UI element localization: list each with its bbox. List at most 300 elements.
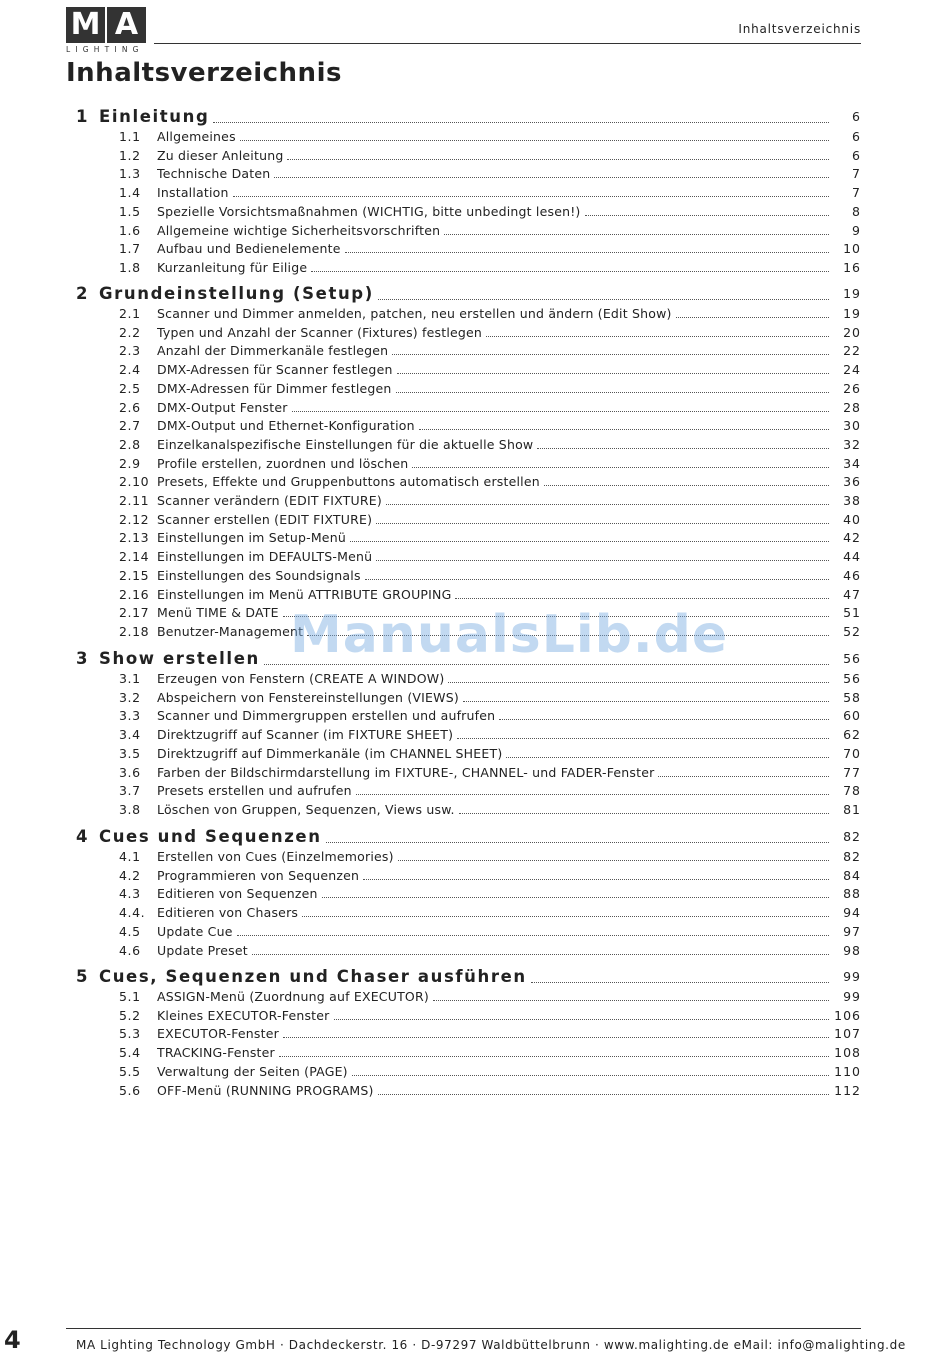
toc-title: Direktzugriff auf Dimmerkanäle (im CHANNEL SHEET) (157, 745, 503, 761)
toc-leader-dots (252, 941, 829, 955)
toc-number: 2.11 (119, 493, 150, 508)
toc-leader-dots (326, 826, 829, 843)
toc-page: 98 (843, 942, 861, 958)
toc-title: Typen und Anzahl der Scanner (Fixtures) festlegen (157, 324, 483, 340)
toc-leader-dots (499, 706, 829, 720)
toc-page: 97 (843, 923, 861, 939)
toc-leader-dots (386, 491, 829, 505)
toc-title: EXECUTOR-Fenster (157, 1026, 279, 1042)
toc-leader-dots (240, 127, 829, 141)
toc-title: Allgemeines (157, 129, 236, 144)
toc-entry[interactable] (0, 706, 950, 725)
toc-leader-dots (455, 585, 829, 599)
toc-title: Kleines EXECUTOR-Fenster (157, 1007, 330, 1023)
toc-page: 26 (843, 380, 861, 396)
toc-page: 107 (834, 1026, 861, 1042)
toc-number: 3.1 (119, 671, 141, 686)
toc-number: 4.2 (119, 867, 141, 883)
toc-title-wrap (157, 1081, 829, 1100)
toc-title-wrap (157, 1006, 829, 1025)
toc-title-wrap (157, 416, 829, 435)
toc-title-wrap (99, 966, 829, 988)
toc-title-wrap (157, 688, 829, 707)
toc-entry[interactable] (0, 510, 950, 529)
toc-leader-dots (448, 669, 829, 683)
toc-title-wrap (157, 510, 829, 529)
toc-title-wrap (157, 987, 829, 1006)
toc-entry[interactable] (0, 866, 950, 885)
toc-leader-dots (398, 847, 829, 861)
toc-entry[interactable] (0, 435, 950, 454)
toc-entry[interactable] (0, 323, 950, 342)
toc-title-wrap (157, 435, 829, 454)
toc-entry[interactable] (0, 472, 950, 491)
toc-title-wrap (157, 1024, 829, 1043)
toc-number: 3.7 (119, 783, 141, 799)
toc-page: 19 (843, 306, 861, 321)
toc-title: Löschen von Gruppen, Sequenzen, Views usw. (157, 801, 455, 817)
toc-leader-dots (334, 1006, 830, 1020)
toc-entry[interactable] (0, 566, 950, 585)
logo-subtitle: LIGHTING (66, 45, 144, 54)
toc-title-wrap (157, 528, 829, 547)
toc-number: 4.3 (119, 886, 141, 902)
toc-page: 62 (843, 727, 861, 743)
toc-number: 4.1 (119, 849, 141, 864)
toc-number: 1.4 (119, 185, 141, 201)
toc-entry[interactable] (0, 763, 950, 782)
toc-title-wrap (157, 585, 829, 604)
toc-leader-dots (585, 202, 830, 216)
toc-title: Profile erstellen, zuordnen und löschen (157, 455, 409, 471)
toc-entry[interactable] (0, 1006, 950, 1025)
toc-number: 5.4 (119, 1045, 141, 1061)
toc-title-wrap (157, 1043, 829, 1062)
toc-number: 1 (76, 107, 88, 126)
toc-entry[interactable] (0, 258, 950, 277)
toc-number: 4 (76, 827, 88, 846)
toc-entry[interactable] (0, 903, 950, 922)
toc-page: 51 (843, 605, 861, 621)
toc-title-wrap (157, 566, 829, 585)
toc-number: 5.6 (119, 1082, 141, 1098)
toc-title: Update Cue (157, 923, 233, 939)
toc-title: Presets, Effekte und Gruppenbuttons automatisch erstellen (157, 474, 540, 490)
toc-number: 2.13 (119, 530, 150, 546)
toc-title-wrap (157, 164, 829, 183)
toc-page: 56 (843, 671, 861, 686)
running-header: Inhaltsverzeichnis (738, 22, 861, 36)
footer-text: MA Lighting Technology GmbH · Dachdeckerstr. 16 · D-97297 Waldbüttelbrunn · www.malighting.de eMail: info@malighting.de (76, 1338, 906, 1352)
toc-entry[interactable] (0, 202, 950, 221)
toc-leader-dots (363, 866, 829, 880)
toc-number: 1.3 (119, 166, 141, 182)
toc-page: 82 (843, 829, 861, 844)
toc-title: Einstellungen im Setup-Menü (157, 530, 346, 546)
toc-page: 38 (843, 493, 861, 508)
toc-leader-dots (237, 922, 829, 936)
toc-entry[interactable] (0, 304, 950, 323)
page-title: Inhaltsverzeichnis (66, 58, 342, 88)
toc-leader-dots (356, 781, 829, 795)
toc-page: 88 (843, 886, 861, 902)
toc-leader-dots (531, 966, 829, 983)
toc-entry[interactable] (0, 781, 950, 800)
toc-title: Cues und Sequenzen (99, 827, 322, 846)
toc-number: 2.5 (119, 380, 141, 396)
toc-page: 106 (834, 1007, 861, 1023)
toc-chapter-4[interactable] (0, 826, 950, 848)
toc-title: Einzelkanalspezifische Einstellungen für die aktuelle Show (157, 436, 534, 452)
toc-title-wrap (157, 183, 829, 202)
toc-page: 28 (843, 399, 861, 415)
toc-entry[interactable] (0, 491, 950, 510)
toc-title: Cues, Sequenzen und Chaser ausführen (99, 967, 527, 986)
toc-entry[interactable] (0, 127, 950, 146)
toc-leader-dots (397, 360, 829, 374)
toc-page: 94 (843, 905, 861, 921)
toc-leader-dots (457, 725, 829, 739)
toc-title-wrap (157, 547, 829, 566)
toc-title-wrap (157, 884, 829, 903)
toc-number: 2.4 (119, 362, 141, 378)
toc-title: Scanner verändern (EDIT FIXTURE) (157, 493, 382, 508)
toc-page: 110 (834, 1063, 861, 1079)
toc-number: 5.2 (119, 1007, 141, 1023)
toc-page: 6 (852, 109, 861, 124)
toc-title: Technische Daten (157, 166, 271, 182)
toc-title: DMX-Adressen für Dimmer festlegen (157, 380, 392, 396)
toc-title: Verwaltung der Seiten (PAGE) (157, 1063, 348, 1079)
toc-leader-dots (376, 510, 829, 524)
toc-title: Zu dieser Anleitung (157, 147, 284, 163)
toc-page: 8 (852, 203, 861, 219)
toc-number: 2.18 (119, 623, 150, 639)
toc-number: 3.8 (119, 801, 141, 817)
toc-number: 3.5 (119, 745, 141, 761)
toc-page: 84 (843, 867, 861, 883)
toc-leader-dots (459, 800, 829, 814)
toc-title-wrap (99, 826, 829, 848)
toc-title-wrap (157, 781, 829, 800)
toc-page: 32 (843, 436, 861, 452)
toc-leader-dots (322, 884, 829, 898)
toc-leader-dots (544, 472, 829, 486)
toc-page: 16 (843, 259, 861, 275)
logo-letter-m: M (66, 7, 105, 43)
ma-lighting-logo (66, 7, 148, 55)
toc-title-wrap (157, 847, 829, 866)
toc-title-wrap (157, 706, 829, 725)
toc-title: DMX-Output und Ethernet-Konfiguration (157, 418, 415, 434)
toc-number: 2.17 (119, 605, 150, 621)
toc-number: 2.15 (119, 567, 150, 583)
toc-entry[interactable] (0, 1062, 950, 1081)
toc-title: Einleitung (99, 107, 210, 126)
toc-title-wrap (157, 239, 829, 258)
toc-title: Abspeichern von Fenstereinstellungen (VIEWS) (157, 689, 459, 705)
toc-page: 20 (843, 324, 861, 340)
toc-title-wrap (157, 221, 829, 240)
toc-title-wrap (157, 491, 829, 510)
toc-title: Programmieren von Sequenzen (157, 867, 360, 883)
toc-entry[interactable] (0, 528, 950, 547)
toc-title: Update Preset (157, 942, 248, 958)
toc-title: TRACKING-Fenster (157, 1045, 275, 1061)
toc-number: 2.16 (119, 586, 150, 602)
toc-leader-dots (287, 146, 829, 160)
toc-page: 46 (843, 567, 861, 583)
toc-entry[interactable] (0, 379, 950, 398)
toc-number: 3.4 (119, 727, 141, 743)
toc-title: Einstellungen des Soundsignals (157, 567, 361, 583)
toc-page: 99 (843, 989, 861, 1004)
toc-entry[interactable] (0, 360, 950, 379)
toc-leader-dots (433, 987, 829, 1001)
toc-number: 2.2 (119, 324, 141, 340)
toc-page: 44 (843, 549, 861, 565)
toc-title-wrap (157, 258, 829, 277)
watermark: ManualsLib.de (290, 605, 729, 665)
toc-page: 82 (843, 849, 861, 864)
toc-title: Scanner und Dimmer anmelden, patchen, neu erstellen und ändern (Edit Show) (157, 306, 672, 321)
toc-number: 1.2 (119, 147, 141, 163)
toc-number: 1.1 (119, 129, 141, 144)
toc-title: Direktzugriff auf Scanner (im FIXTURE SHEET) (157, 727, 454, 743)
toc-leader-dots (376, 547, 829, 561)
toc-entry[interactable] (0, 398, 950, 417)
toc-page: 77 (843, 764, 861, 780)
toc-entry[interactable] (0, 341, 950, 360)
toc-number: 2.10 (119, 474, 150, 490)
toc-title-wrap (157, 1062, 829, 1081)
toc-leader-dots (352, 1062, 829, 1076)
toc-number: 4.6 (119, 942, 141, 958)
toc-entry[interactable] (0, 1024, 950, 1043)
toc-page: 24 (843, 362, 861, 378)
footer-divider (66, 1328, 861, 1329)
toc-page: 70 (843, 745, 861, 761)
toc-title-wrap (157, 146, 829, 165)
toc-leader-dots (365, 566, 829, 580)
toc-number: 4.5 (119, 923, 141, 939)
toc-number: 1.7 (119, 241, 141, 257)
toc-page: 36 (843, 474, 861, 490)
toc-entry[interactable] (0, 688, 950, 707)
toc-number: 3 (76, 649, 88, 668)
toc-title: Editieren von Chasers (157, 905, 299, 921)
toc-entry[interactable] (0, 183, 950, 202)
toc-leader-dots (292, 398, 829, 412)
toc-title: Erstellen von Cues (Einzelmemories) (157, 849, 394, 864)
toc-title: Aufbau und Bedienelemente (157, 241, 341, 257)
toc-chapter-2[interactable] (0, 283, 950, 305)
toc-page: 112 (834, 1082, 861, 1098)
toc-title-wrap (99, 106, 829, 128)
toc-entry[interactable] (0, 1081, 950, 1100)
toc-number: 5 (76, 967, 88, 986)
toc-page: 81 (843, 801, 861, 817)
toc-entry[interactable] (0, 454, 950, 473)
toc-title-wrap (157, 472, 829, 491)
toc-page: 6 (852, 129, 861, 144)
toc-number: 2 (76, 284, 88, 303)
toc-leader-dots (302, 903, 829, 917)
toc-page: 40 (843, 511, 861, 527)
toc-entry[interactable] (0, 884, 950, 903)
toc-title: Erzeugen von Fenstern (CREATE A WINDOW) (157, 671, 445, 686)
toc-page: 10 (843, 241, 861, 257)
toc-leader-dots (537, 435, 829, 449)
toc-number: 2.14 (119, 549, 150, 565)
toc-leader-dots (345, 239, 829, 253)
toc-leader-dots (412, 454, 829, 468)
toc-entry[interactable] (0, 239, 950, 258)
toc-title: OFF-Menü (RUNNING PROGRAMS) (157, 1082, 374, 1098)
toc-title: Scanner und Dimmergruppen erstellen und aufrufen (157, 708, 496, 724)
toc-leader-dots (658, 763, 829, 777)
toc-number: 2.3 (119, 343, 141, 359)
toc-leader-dots (350, 528, 829, 542)
toc-leader-dots (463, 688, 829, 702)
toc-title-wrap (157, 922, 829, 941)
toc-title-wrap (157, 127, 829, 146)
toc-leader-dots (506, 744, 829, 758)
toc-title: Allgemeine wichtige Sicherheitsvorschriften (157, 222, 441, 238)
toc-entry[interactable] (0, 221, 950, 240)
toc-leader-dots (419, 416, 829, 430)
toc-leader-dots (392, 341, 829, 355)
toc-page: 30 (843, 418, 861, 434)
toc-number: 5.1 (119, 989, 141, 1004)
toc-title-wrap (99, 283, 829, 305)
toc-leader-dots (279, 1043, 829, 1057)
toc-leader-dots (213, 106, 829, 123)
toc-leader-dots (396, 379, 829, 393)
toc-title-wrap (157, 454, 829, 473)
toc-entry[interactable] (0, 547, 950, 566)
toc-entry[interactable] (0, 725, 950, 744)
toc-page: 7 (852, 166, 861, 182)
toc-page: 52 (843, 623, 861, 639)
toc-page: 6 (852, 147, 861, 163)
toc-page: 56 (843, 651, 861, 666)
toc-title: Installation (157, 185, 229, 201)
toc-title-wrap (157, 360, 829, 379)
toc-chapter-1[interactable] (0, 106, 950, 128)
toc-page: 9 (852, 222, 861, 238)
toc-number: 2.1 (119, 306, 141, 321)
toc-title-wrap (157, 398, 829, 417)
toc-leader-dots (378, 283, 829, 300)
toc-number: 1.8 (119, 259, 141, 275)
toc-title-wrap (157, 669, 829, 688)
toc-entry[interactable] (0, 164, 950, 183)
toc-page: 42 (843, 530, 861, 546)
toc-leader-dots (676, 304, 829, 318)
logo-letter-a: A (107, 7, 146, 43)
toc-number: 2.6 (119, 399, 141, 415)
toc-title-wrap (157, 725, 829, 744)
toc-chapter-5[interactable] (0, 966, 950, 988)
toc-title-wrap (157, 941, 829, 960)
toc-title: Presets erstellen und aufrufen (157, 783, 352, 799)
toc-title-wrap (157, 341, 829, 360)
toc-page: 22 (843, 343, 861, 359)
toc-entry[interactable] (0, 146, 950, 165)
toc-title: Show erstellen (99, 649, 260, 668)
toc-title: Anzahl der Dimmerkanäle festlegen (157, 343, 389, 359)
toc-title: Einstellungen im DEFAULTS-Menü (157, 549, 373, 565)
toc-number: 1.6 (119, 222, 141, 238)
toc-page: 19 (843, 286, 861, 301)
toc-title: Menü TIME & DATE (157, 605, 279, 621)
toc-title-wrap (157, 866, 829, 885)
toc-title: Grundeinstellung (Setup) (99, 284, 374, 303)
toc-title: Einstellungen im Menü ATTRIBUTE GROUPING (157, 586, 452, 602)
toc-page: 60 (843, 708, 861, 724)
toc-title-wrap (157, 763, 829, 782)
toc-title-wrap (157, 323, 829, 342)
toc-entry[interactable] (0, 941, 950, 960)
toc-number: 3.3 (119, 708, 141, 724)
toc-title-wrap (157, 304, 829, 323)
toc-entry[interactable] (0, 416, 950, 435)
toc-entry[interactable] (0, 1043, 950, 1062)
toc-number: 2.7 (119, 418, 141, 434)
toc-title-wrap (157, 202, 829, 221)
toc-leader-dots (378, 1081, 829, 1095)
toc-entry[interactable] (0, 800, 950, 819)
header-divider (154, 43, 861, 44)
toc-page: 108 (834, 1045, 861, 1061)
toc-entry[interactable] (0, 847, 950, 866)
toc-leader-dots (233, 183, 829, 197)
toc-number: 2.8 (119, 436, 141, 452)
toc-entry[interactable] (0, 585, 950, 604)
toc-page: 78 (843, 783, 861, 799)
toc-page: 99 (843, 969, 861, 984)
toc-number: 3.6 (119, 764, 141, 780)
toc-entry[interactable] (0, 669, 950, 688)
toc-title: ASSIGN-Menü (Zuordnung auf EXECUTOR) (157, 989, 429, 1004)
toc-title: Farben der Bildschirmdarstellung im FIXTURE-, CHANNEL- und FADER-Fenster (157, 764, 655, 780)
toc-title: DMX-Adressen für Scanner festlegen (157, 362, 393, 378)
toc-title: Benutzer-Management (157, 623, 304, 639)
toc-leader-dots (283, 1024, 829, 1038)
toc-title: Kurzanleitung für Eilige (157, 259, 308, 275)
toc-number: 5.3 (119, 1026, 141, 1042)
toc-entry[interactable] (0, 744, 950, 763)
toc-number: 2.9 (119, 455, 141, 471)
toc-number: 5.5 (119, 1063, 141, 1079)
toc-page: 34 (843, 455, 861, 471)
toc-leader-dots (486, 323, 829, 337)
toc-entry[interactable] (0, 922, 950, 941)
toc-title: Spezielle Vorsichtsmaßnahmen (WICHTIG, bitte unbedingt lesen!) (157, 203, 581, 219)
toc-number: 2.12 (119, 511, 150, 527)
toc-page: 58 (843, 689, 861, 705)
toc-title-wrap (157, 903, 829, 922)
toc-leader-dots (274, 164, 829, 178)
toc-number: 4.4. (119, 905, 146, 921)
toc-title-wrap (157, 744, 829, 763)
toc-entry[interactable] (0, 987, 950, 1006)
toc-page: 47 (843, 586, 861, 602)
toc-number: 3.2 (119, 689, 141, 705)
toc-title: DMX-Output Fenster (157, 399, 288, 415)
toc-title-wrap (157, 379, 829, 398)
